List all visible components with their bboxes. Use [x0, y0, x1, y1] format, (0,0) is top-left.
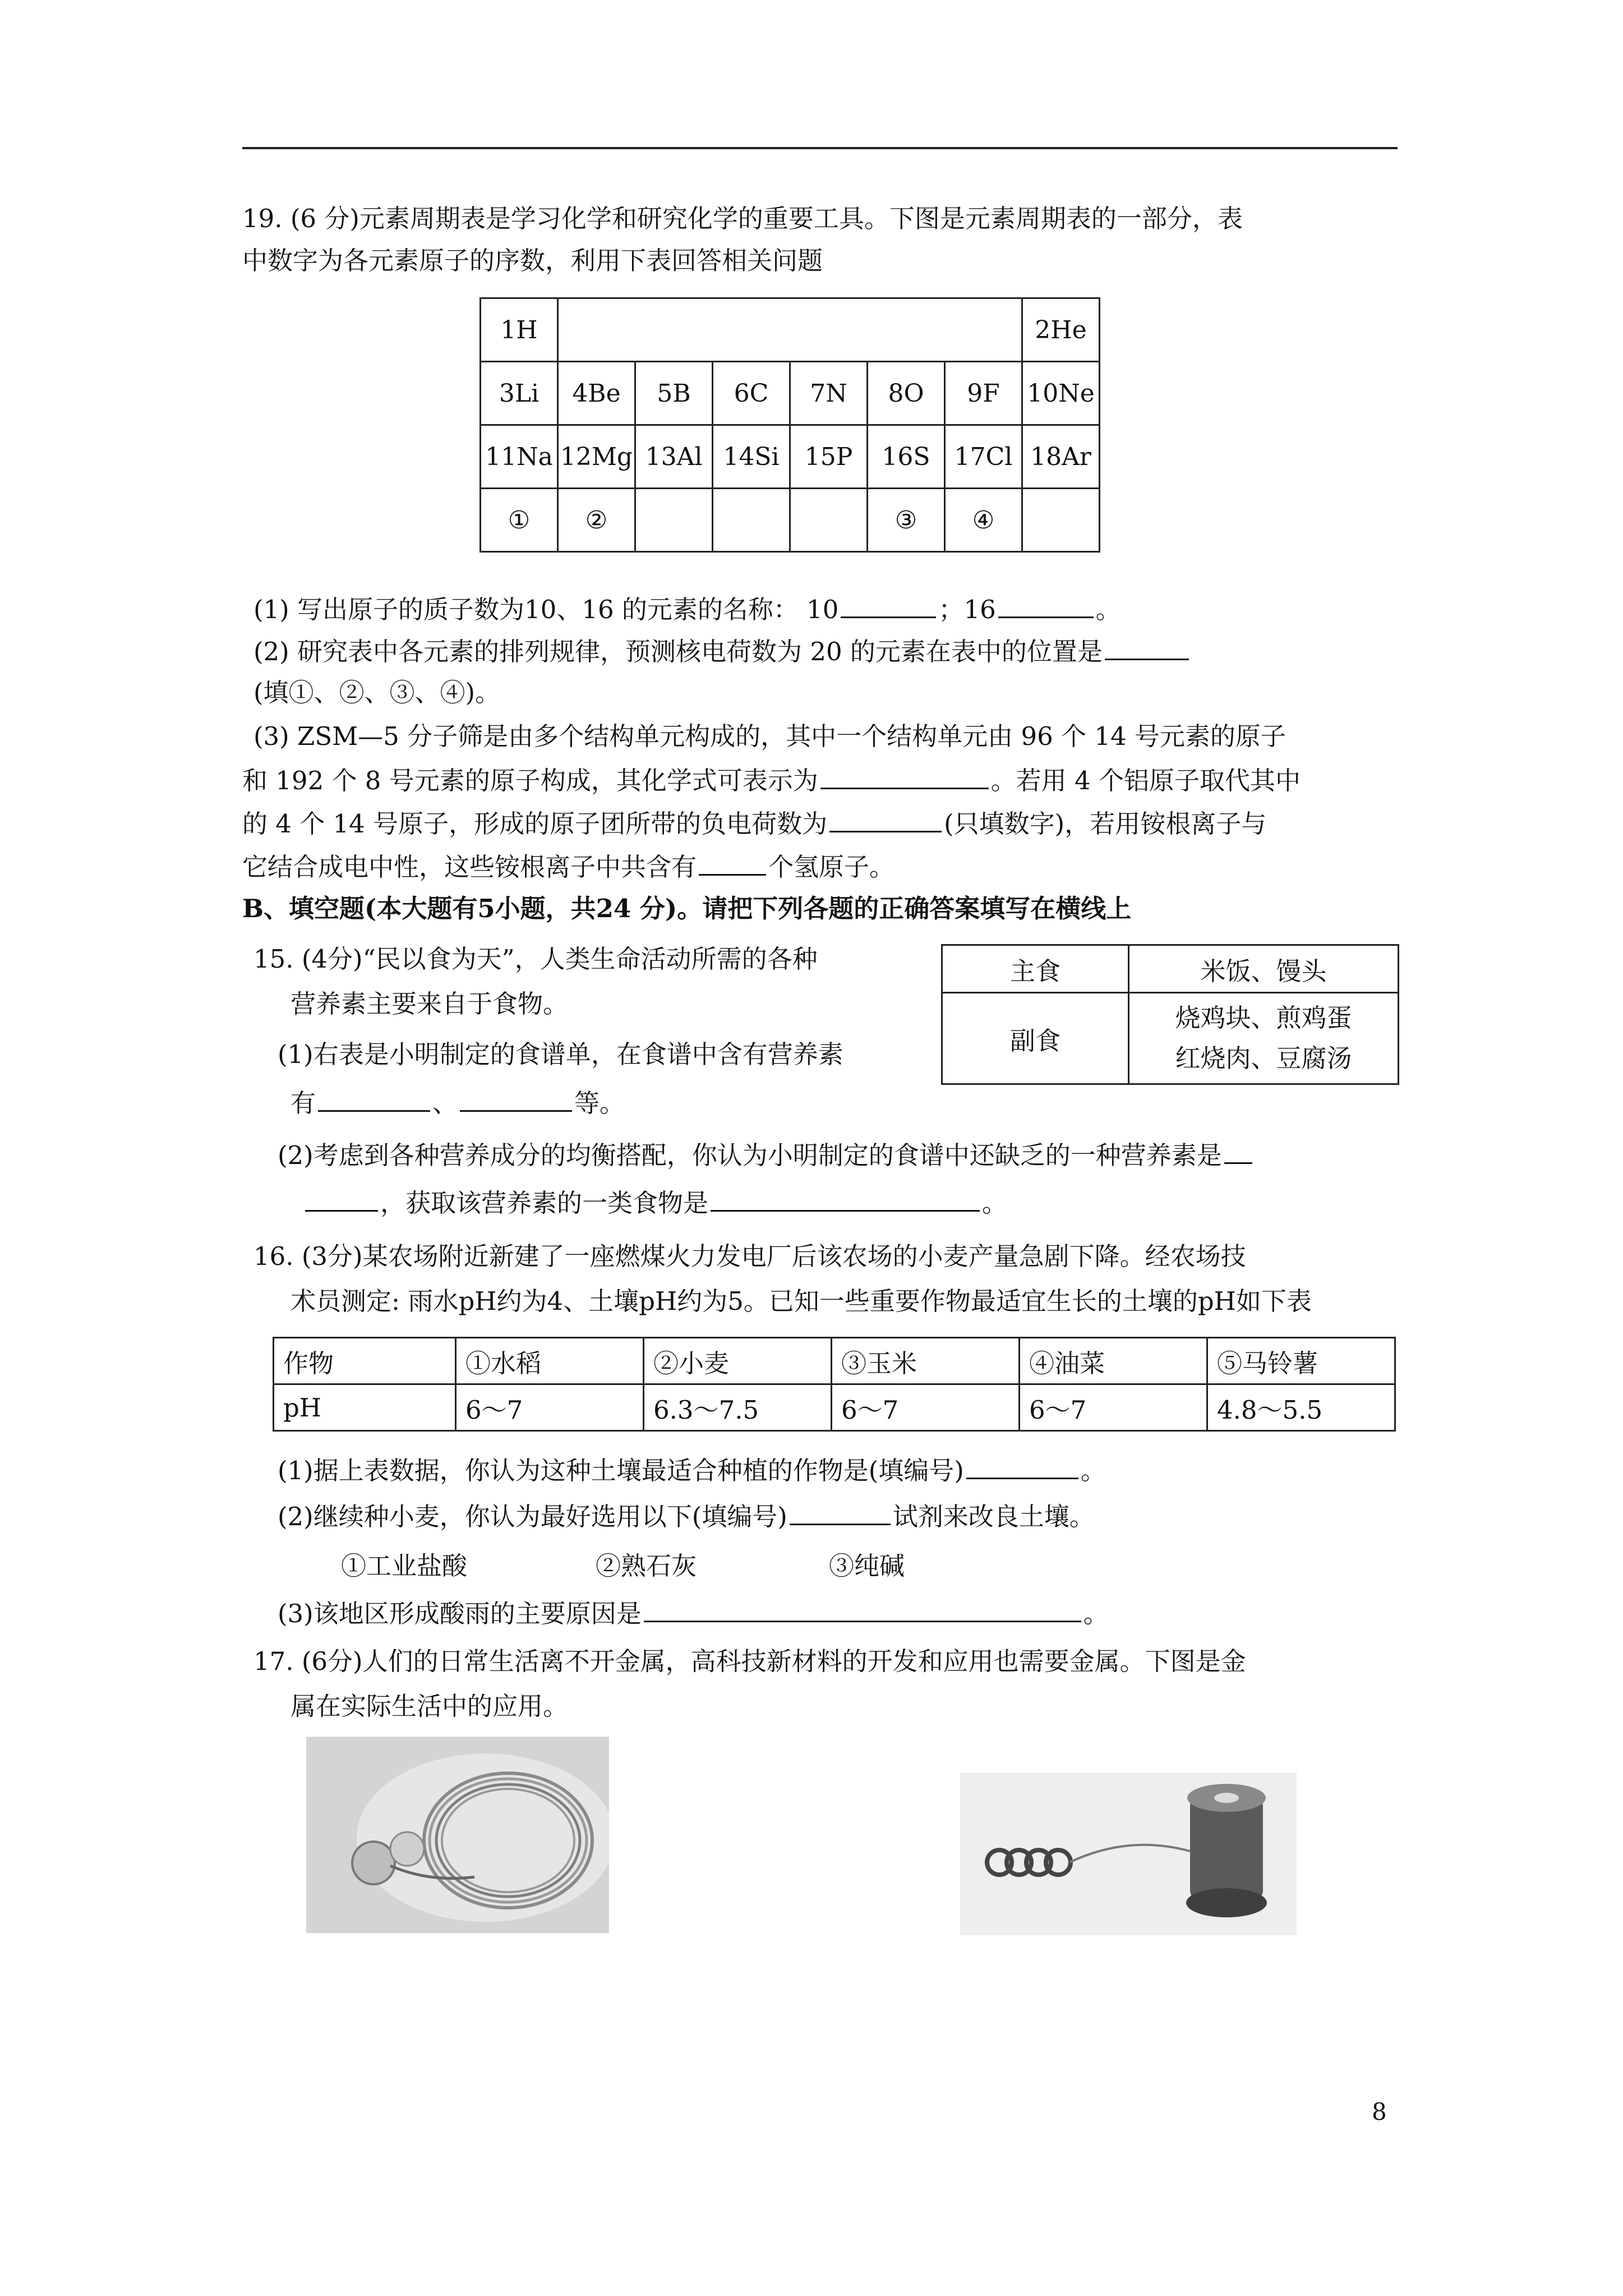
q15-part2-a: (2)考虑到各种营养成分的均衡搭配，你认为小明制定的食谱中还缺乏的一种营养素是: [278, 1138, 1255, 1172]
cell-mark-4: ④: [945, 489, 1022, 552]
answer-blank[interactable]: [820, 763, 989, 789]
cell-mark-3: ③: [868, 489, 945, 552]
answer-blank[interactable]: [841, 592, 936, 618]
periodic-row-1: [481, 298, 1100, 362]
q19-part3-d: 它结合成电中性，这些铵根离子中共含有 个氢原子。: [242, 849, 895, 884]
cell-13Al: 13Al: [635, 425, 713, 489]
cell-8O: 8O: [868, 362, 945, 425]
q16-line2: 术员测定: 雨水pH约为4、土壤pH约为5。已知一些重要作物最适宜生长的土壤的pH如下表: [291, 1286, 1312, 1316]
q19-part1: (1) 写出原子的质子数为10、16 的元素的名称： 10 ；16 。: [253, 592, 1121, 627]
q19-part2: (2) 研究表中各元素的排列规律，预测核电荷数为 20 的元素在表中的位置是: [253, 634, 1191, 669]
periodic-row-3: [481, 425, 1100, 489]
ph-table-header: 作物 ①水稻 ②小麦 ③玉米 ④油菜 ⑤马铃薯: [274, 1338, 1395, 1384]
q16-line1: 16. (3分)某农场附近新建了一座燃煤火力发电厂后该农场的小麦产量急剧下降。经农场技: [253, 1241, 1246, 1271]
answer-blank[interactable]: [699, 849, 766, 876]
top-rule: [242, 147, 1398, 149]
q19-line1: 19. (6 分)元素周期表是学习化学和研究化学的重要工具。下图是元素周期表的一部分，表: [242, 204, 1243, 233]
ph-table-row: pH 6～7 6.3～7.5 6～7 6～7 4.8～5.5: [274, 1384, 1395, 1431]
wire-spool-photo: [960, 1773, 1297, 1935]
answer-blank[interactable]: [1105, 634, 1189, 660]
menu-side-value: 烧鸡块、煎鸡蛋 红烧肉、豆腐汤: [1129, 993, 1399, 1084]
q17-line1: 17. (6分)人们的日常生活离不开金属，高科技新材料的开发和应用也需要金属。下图是金: [253, 1646, 1246, 1676]
cell-3Li: 3Li: [481, 362, 558, 425]
cell-11Na: 11Na: [481, 425, 558, 489]
q16-option-3: ③纯碱: [829, 1551, 905, 1581]
ph-table: [273, 1337, 1396, 1432]
menu-staple-value: 米饭、馒头: [1129, 945, 1399, 993]
answer-blank[interactable]: [644, 1596, 1081, 1622]
cell-mark-2: ②: [558, 489, 635, 552]
cable-photo: [306, 1737, 609, 1933]
cell-18Ar: 18Ar: [1022, 425, 1100, 489]
cell-9F: 9F: [945, 362, 1022, 425]
cell-5B: 5B: [635, 362, 713, 425]
q16-option-1: ①工业盐酸: [341, 1551, 468, 1581]
answer-blank[interactable]: [998, 592, 1094, 618]
cell-4Be: 4Be: [558, 362, 635, 425]
q15-part1-a: (1)右表是小明制定的食谱单，在食谱中含有营养素: [278, 1039, 843, 1069]
cell-10Ne: 10Ne: [1022, 362, 1100, 425]
q15-part2-b: ，获取该营养素的一类食物是 。: [303, 1185, 1007, 1220]
cell-12Mg: 12Mg: [558, 425, 635, 489]
cell-14Si: 14Si: [713, 425, 790, 489]
q17-line2: 属在实际生活中的应用。: [291, 1691, 569, 1721]
q19-part3-c: 的 4 个 14 号原子，形成的原子团所带的负电荷数为 (只填数字)，若用铵根离子与: [242, 806, 1266, 841]
section-b-heading: B、填空题(本大题有5小题，共24 分)。请把下列各题的正确答案填写在横线上: [242, 894, 1132, 923]
page-number: 8: [1372, 2098, 1387, 2125]
cell-1H: 1H: [481, 298, 558, 362]
cell-7N: 7N: [790, 362, 868, 425]
q19-part3-b: 和 192 个 8 号元素的原子构成，其化学式可表示为 。若用 4 个铝原子取代其中: [242, 763, 1301, 798]
q15-line2: 营养素主要来自于食物。: [291, 989, 569, 1019]
answer-blank[interactable]: [318, 1085, 430, 1112]
q16-option-2: ②熟石灰: [596, 1551, 697, 1581]
cell-16S: 16S: [868, 425, 945, 489]
q19-part2-b: (填①、②、③、④)。: [253, 678, 501, 707]
menu-table: [941, 944, 1399, 1085]
menu-staple-label: 主食: [942, 945, 1129, 993]
q16-part2: (2)继续种小麦，你认为最好选用以下(填编号) 试剂来改良土壤。: [278, 1499, 1095, 1534]
answer-blank[interactable]: [829, 806, 942, 832]
cell-6C: 6C: [713, 362, 790, 425]
q15-line1: 15. (4分)“民以食为天”，人类生命活动所需的各种: [253, 944, 818, 974]
q16-part1: (1)据上表数据，你认为这种土壤最适合种植的作物是(填编号) 。: [278, 1453, 1106, 1488]
periodic-table: [479, 297, 1100, 553]
answer-blank[interactable]: [460, 1085, 572, 1112]
q19-part3-a: (3) ZSM—5 分子筛是由多个结构单元构成的，其中一个结构单元由 96 个 14 号元素的原子: [253, 721, 1286, 751]
cell-mark-1: ①: [481, 489, 558, 552]
menu-side-label: 副食: [942, 993, 1129, 1084]
q15-part1-b: 有 、 等。: [291, 1085, 625, 1120]
periodic-row-4: [481, 489, 1100, 552]
cell-17Cl: 17Cl: [945, 425, 1022, 489]
answer-blank[interactable]: [790, 1499, 891, 1525]
q16-part3: (3)该地区形成酸雨的主要原因是 。: [278, 1596, 1109, 1631]
periodic-row-2: [481, 362, 1100, 425]
cell-2He: 2He: [1022, 298, 1100, 362]
cell-15P: 15P: [790, 425, 868, 489]
answer-blank[interactable]: [711, 1185, 980, 1212]
answer-blank[interactable]: [966, 1453, 1078, 1479]
answer-blank[interactable]: [1224, 1138, 1252, 1164]
q19-line2: 中数字为各元素原子的序数，利用下表回答相关问题: [242, 246, 823, 275]
answer-blank[interactable]: [305, 1185, 378, 1212]
